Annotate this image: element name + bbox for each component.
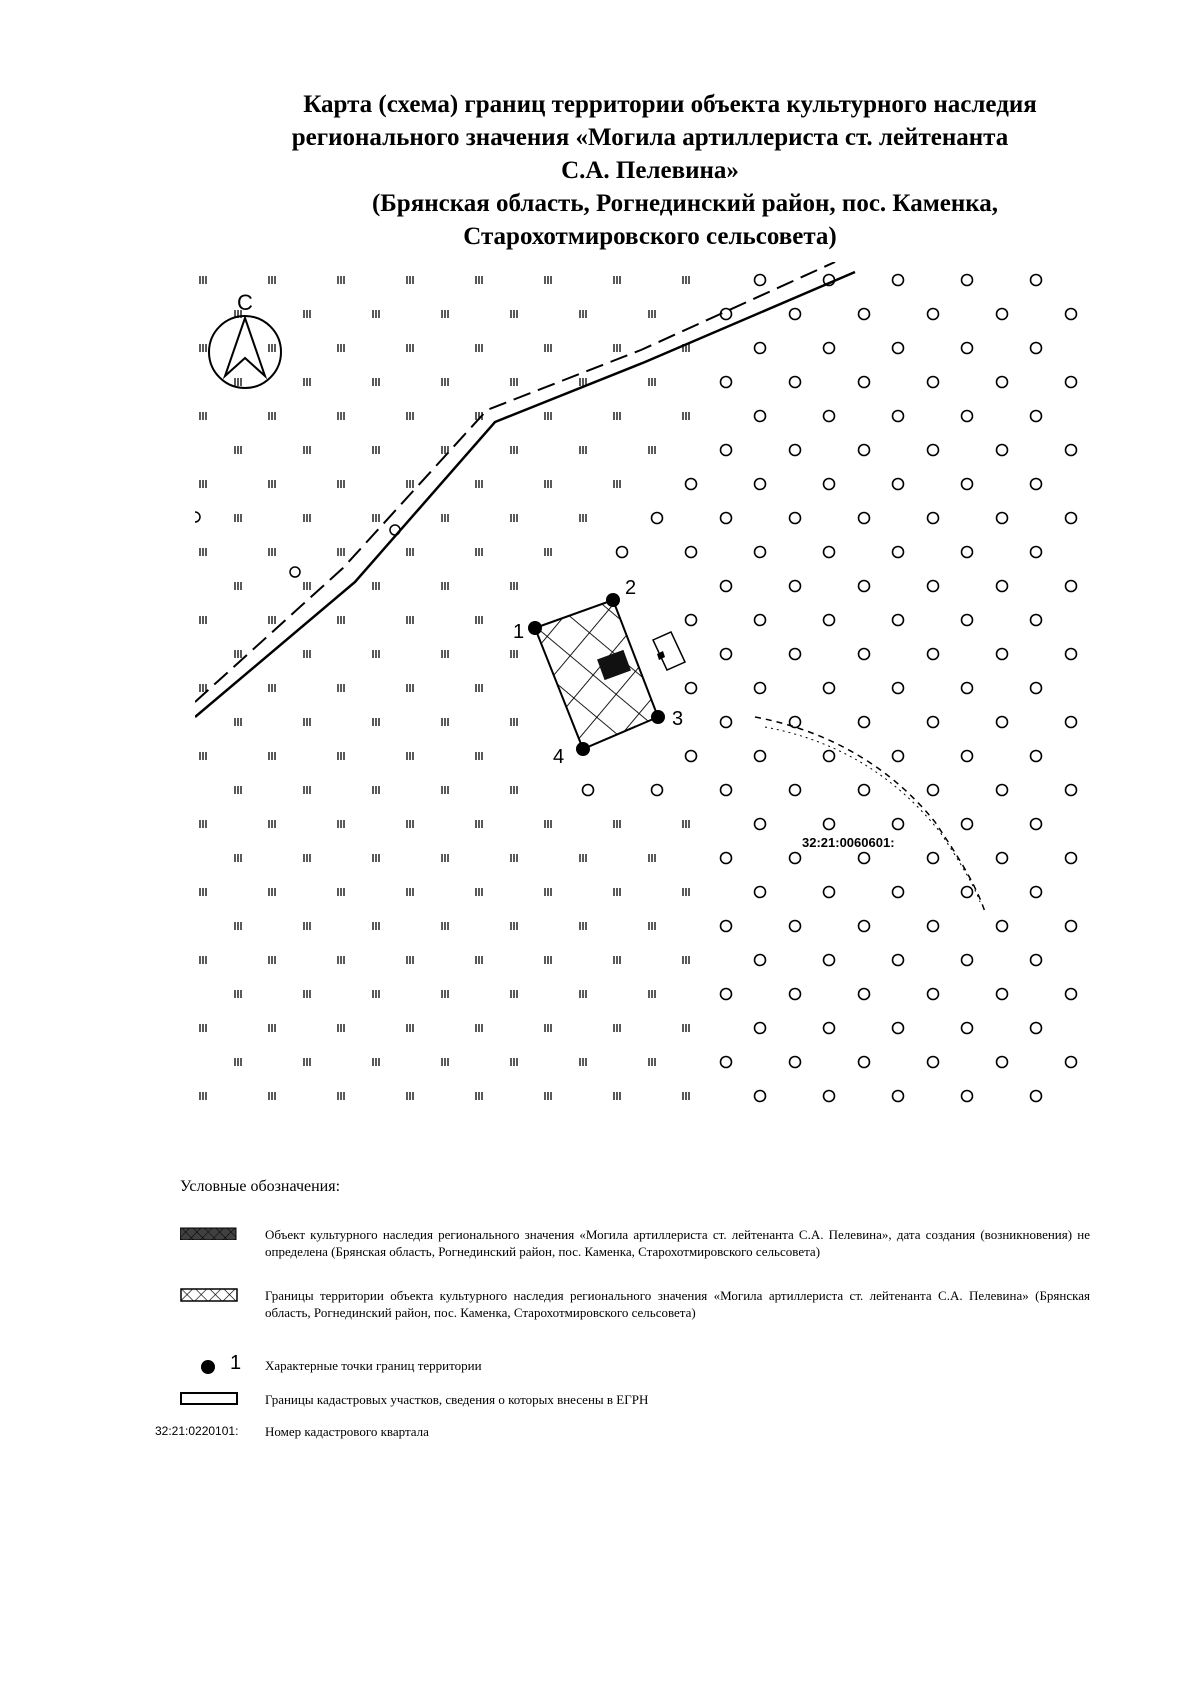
meadow-symbol xyxy=(1031,955,1042,966)
meadow-symbol xyxy=(1066,989,1077,1000)
meadow-symbol xyxy=(790,309,801,320)
meadow-symbol xyxy=(859,717,870,728)
meadow-symbol xyxy=(755,615,766,626)
meadow-symbol xyxy=(824,1091,835,1102)
meadow-symbol xyxy=(928,649,939,660)
meadow-symbol xyxy=(1031,751,1042,762)
meadow-symbol xyxy=(790,581,801,592)
boundary-point-label-2: 2 xyxy=(625,577,637,599)
meadow-symbol xyxy=(859,513,870,524)
meadow-symbol xyxy=(997,445,1008,456)
meadow-symbol xyxy=(928,853,939,864)
meadow-symbol xyxy=(790,1057,801,1068)
meadow-symbol xyxy=(859,581,870,592)
meadow-symbol xyxy=(962,275,973,286)
meadow-symbol xyxy=(997,513,1008,524)
meadow-symbol xyxy=(997,309,1008,320)
meadow-symbol xyxy=(1031,343,1042,354)
meadow-symbol xyxy=(1031,683,1042,694)
title-line-2: регионального значения «Могила артиллериста ст. лейтенанта xyxy=(291,124,1009,151)
meadow-symbol xyxy=(893,1091,904,1102)
meadow-symbol xyxy=(928,513,939,524)
meadow-symbol xyxy=(721,1057,732,1068)
meadow-symbol xyxy=(721,921,732,932)
meadow-symbol xyxy=(686,751,697,762)
meadow-symbol xyxy=(962,411,973,422)
boundary-point-label-4: 4 xyxy=(553,746,565,768)
meadow-symbol xyxy=(859,853,870,864)
meadow-symbol xyxy=(893,343,904,354)
meadow-symbol xyxy=(755,479,766,490)
legend-text-object: Объект культурного наследия регионального значения «Могила артиллериста ст. лейтенанта С.А. Пелевина», дата создания (возникновения) не определена (Брянская область, Рогнединский район, пос. Каменка, Старохотмировского сельсовета) xyxy=(265,1227,1090,1259)
meadow-symbol xyxy=(997,785,1008,796)
meadow-symbol xyxy=(824,615,835,626)
meadow-symbol xyxy=(652,513,663,524)
meadow-symbol xyxy=(721,649,732,660)
meadow-symbol xyxy=(755,1023,766,1034)
meadow-symbol xyxy=(928,445,939,456)
meadow-symbol xyxy=(928,581,939,592)
meadow-symbol xyxy=(928,921,939,932)
meadow-symbol xyxy=(859,921,870,932)
meadow-symbol xyxy=(755,411,766,422)
title-line-4: (Брянская область, Рогнединский район, пос. Каменка, xyxy=(371,190,999,217)
meadow-symbol xyxy=(1031,1091,1042,1102)
meadow-symbol xyxy=(755,1091,766,1102)
crosshatch-icon xyxy=(180,1287,240,1305)
meadow-symbol xyxy=(859,377,870,388)
map-title xyxy=(200,88,1100,253)
legend-title: Условные обозначения: xyxy=(180,1178,341,1195)
meadow-symbol xyxy=(893,411,904,422)
meadow-symbol xyxy=(824,479,835,490)
meadow-symbol xyxy=(1031,615,1042,626)
meadow-symbol xyxy=(962,955,973,966)
meadow-symbol xyxy=(790,921,801,932)
parcel-outline-icon xyxy=(180,1391,240,1409)
legend-text-point: Характерные точки границ территории xyxy=(265,1358,482,1373)
meadow-symbol xyxy=(1066,717,1077,728)
meadow-symbol xyxy=(1066,649,1077,660)
meadow-symbol xyxy=(893,1023,904,1034)
meadow-symbol xyxy=(928,989,939,1000)
meadow-symbol xyxy=(721,513,732,524)
meadow-symbol xyxy=(962,547,973,558)
meadow-symbol xyxy=(1066,1057,1077,1068)
meadow-symbol xyxy=(1066,445,1077,456)
meadow-symbol xyxy=(928,1057,939,1068)
boundary-point-4 xyxy=(576,742,590,756)
meadow-symbol xyxy=(962,683,973,694)
territory-boundary xyxy=(535,600,658,749)
boundary-point-1 xyxy=(528,621,542,635)
meadow-symbol xyxy=(859,989,870,1000)
meadow-symbol xyxy=(790,853,801,864)
legend-text-parcel: Границы кадастровых участков, сведения о которых внесены в ЕГРН xyxy=(265,1392,649,1407)
meadow-symbol xyxy=(824,887,835,898)
meadow-symbol xyxy=(893,547,904,558)
meadow-symbol xyxy=(1066,377,1077,388)
title-line-3: С.А. Пелевина» xyxy=(561,157,739,184)
meadow-symbol xyxy=(928,717,939,728)
north-arrow-icon xyxy=(209,290,281,388)
meadow-symbol xyxy=(1031,887,1042,898)
meadow-symbol xyxy=(928,309,939,320)
meadow-symbol xyxy=(962,615,973,626)
grave-icon xyxy=(653,632,685,670)
meadow-symbol xyxy=(824,547,835,558)
meadow-symbol xyxy=(583,785,594,796)
meadow-symbol xyxy=(1031,547,1042,558)
meadow-symbol xyxy=(962,1091,973,1102)
meadow-symbol xyxy=(824,1023,835,1034)
meadow-symbol xyxy=(721,717,732,728)
meadow-symbol xyxy=(1031,479,1042,490)
meadow-symbol xyxy=(1066,309,1077,320)
meadow-symbol xyxy=(652,785,663,796)
meadow-symbol xyxy=(790,989,801,1000)
meadow-symbol xyxy=(686,547,697,558)
meadow-symbol xyxy=(997,377,1008,388)
tree-icon xyxy=(290,567,300,577)
meadow-symbol xyxy=(962,819,973,830)
meadow-symbol xyxy=(755,955,766,966)
meadow-symbol xyxy=(893,751,904,762)
meadow-symbol xyxy=(755,547,766,558)
meadow-symbol xyxy=(962,343,973,354)
title-line-1: Карта (схема) границ территории объекта культурного наследия xyxy=(303,91,1037,118)
meadow-symbol xyxy=(721,377,732,388)
meadow-symbol xyxy=(755,887,766,898)
meadow-symbol xyxy=(1066,513,1077,524)
meadow-symbol xyxy=(755,683,766,694)
meadow-symbol xyxy=(1066,921,1077,932)
cadastral-label: 32:21:0060601: xyxy=(802,835,895,850)
meadow-symbol xyxy=(790,785,801,796)
meadow-symbol xyxy=(928,785,939,796)
meadow-symbol xyxy=(617,547,628,558)
legend-text-cadastral: Номер кадастрового квартала xyxy=(265,1424,429,1439)
meadow-symbol xyxy=(1066,853,1077,864)
meadow-symbol xyxy=(962,887,973,898)
meadow-symbol xyxy=(721,989,732,1000)
meadow-symbol xyxy=(997,1057,1008,1068)
meadow-symbol xyxy=(893,275,904,286)
meadow-symbol xyxy=(928,377,939,388)
meadow-symbol xyxy=(721,785,732,796)
meadow-symbol xyxy=(893,887,904,898)
meadow-symbol xyxy=(893,615,904,626)
meadow-symbol xyxy=(859,309,870,320)
meadow-symbol xyxy=(997,853,1008,864)
meadow-symbol xyxy=(755,275,766,286)
boundary-point-2 xyxy=(606,593,620,607)
meadow-symbol xyxy=(824,819,835,830)
meadow-symbol xyxy=(997,989,1008,1000)
boundary-point-3 xyxy=(651,710,665,724)
meadow-symbol xyxy=(686,683,697,694)
meadow-symbol xyxy=(790,649,801,660)
meadow-symbol xyxy=(1031,275,1042,286)
meadow-symbol xyxy=(824,683,835,694)
meadow-symbol xyxy=(790,513,801,524)
meadow-symbol xyxy=(1066,785,1077,796)
meadow-symbol xyxy=(1066,581,1077,592)
meadow-symbol xyxy=(721,853,732,864)
legend-text-territory: Границы территории объекта культурного наследия регионального значения «Могила артиллериста ст. лейтенанта С.А. Пелевина» (Брянская область, Рогнединский район, пос. Каменка, Старохотмировского сельсовета) xyxy=(265,1288,1090,1320)
meadow-symbol xyxy=(859,445,870,456)
boundary-point-label-1: 1 xyxy=(513,621,525,643)
meadow-symbol xyxy=(893,819,904,830)
meadow-symbol xyxy=(824,751,835,762)
meadow-symbol xyxy=(962,1023,973,1034)
meadow-symbol xyxy=(962,751,973,762)
meadow-symbol xyxy=(686,479,697,490)
object-fill-icon xyxy=(180,1226,240,1244)
meadow-symbol xyxy=(893,955,904,966)
meadow-symbol xyxy=(1031,1023,1042,1034)
cadastral-code: 32:21:0220101: xyxy=(155,1424,239,1438)
meadow-symbol xyxy=(893,479,904,490)
road xyxy=(195,262,855,717)
site-map xyxy=(195,262,1100,1122)
meadow-symbol xyxy=(859,1057,870,1068)
title-line-5: Старохотмировского сельсовета) xyxy=(463,223,837,250)
meadow-symbol xyxy=(859,649,870,660)
parcel-boundary-curve xyxy=(755,717,985,912)
north-letter: С xyxy=(237,290,253,315)
meadow-symbol xyxy=(997,921,1008,932)
meadow-symbol xyxy=(824,955,835,966)
meadow-symbol xyxy=(755,751,766,762)
meadow-symbol xyxy=(755,343,766,354)
meadow-symbol xyxy=(1031,819,1042,830)
meadow-symbol xyxy=(721,445,732,456)
meadow-symbol xyxy=(997,581,1008,592)
meadow-symbol xyxy=(997,717,1008,728)
meadow-symbol xyxy=(893,683,904,694)
boundary-point-label-3: 3 xyxy=(672,708,684,730)
meadow-symbol xyxy=(790,377,801,388)
meadow-symbol xyxy=(721,581,732,592)
meadow-symbol xyxy=(1031,411,1042,422)
meadow-symbol xyxy=(790,445,801,456)
meadow-symbol xyxy=(962,479,973,490)
meadow-symbol xyxy=(824,411,835,422)
meadow-symbol xyxy=(824,343,835,354)
point-icon-label: 1 xyxy=(230,1352,242,1374)
meadow-symbol xyxy=(997,649,1008,660)
map-canvas xyxy=(195,262,1100,1122)
tree-icon xyxy=(195,512,200,522)
meadow-symbol xyxy=(859,785,870,796)
meadow-symbol xyxy=(686,615,697,626)
meadow-symbol xyxy=(755,819,766,830)
